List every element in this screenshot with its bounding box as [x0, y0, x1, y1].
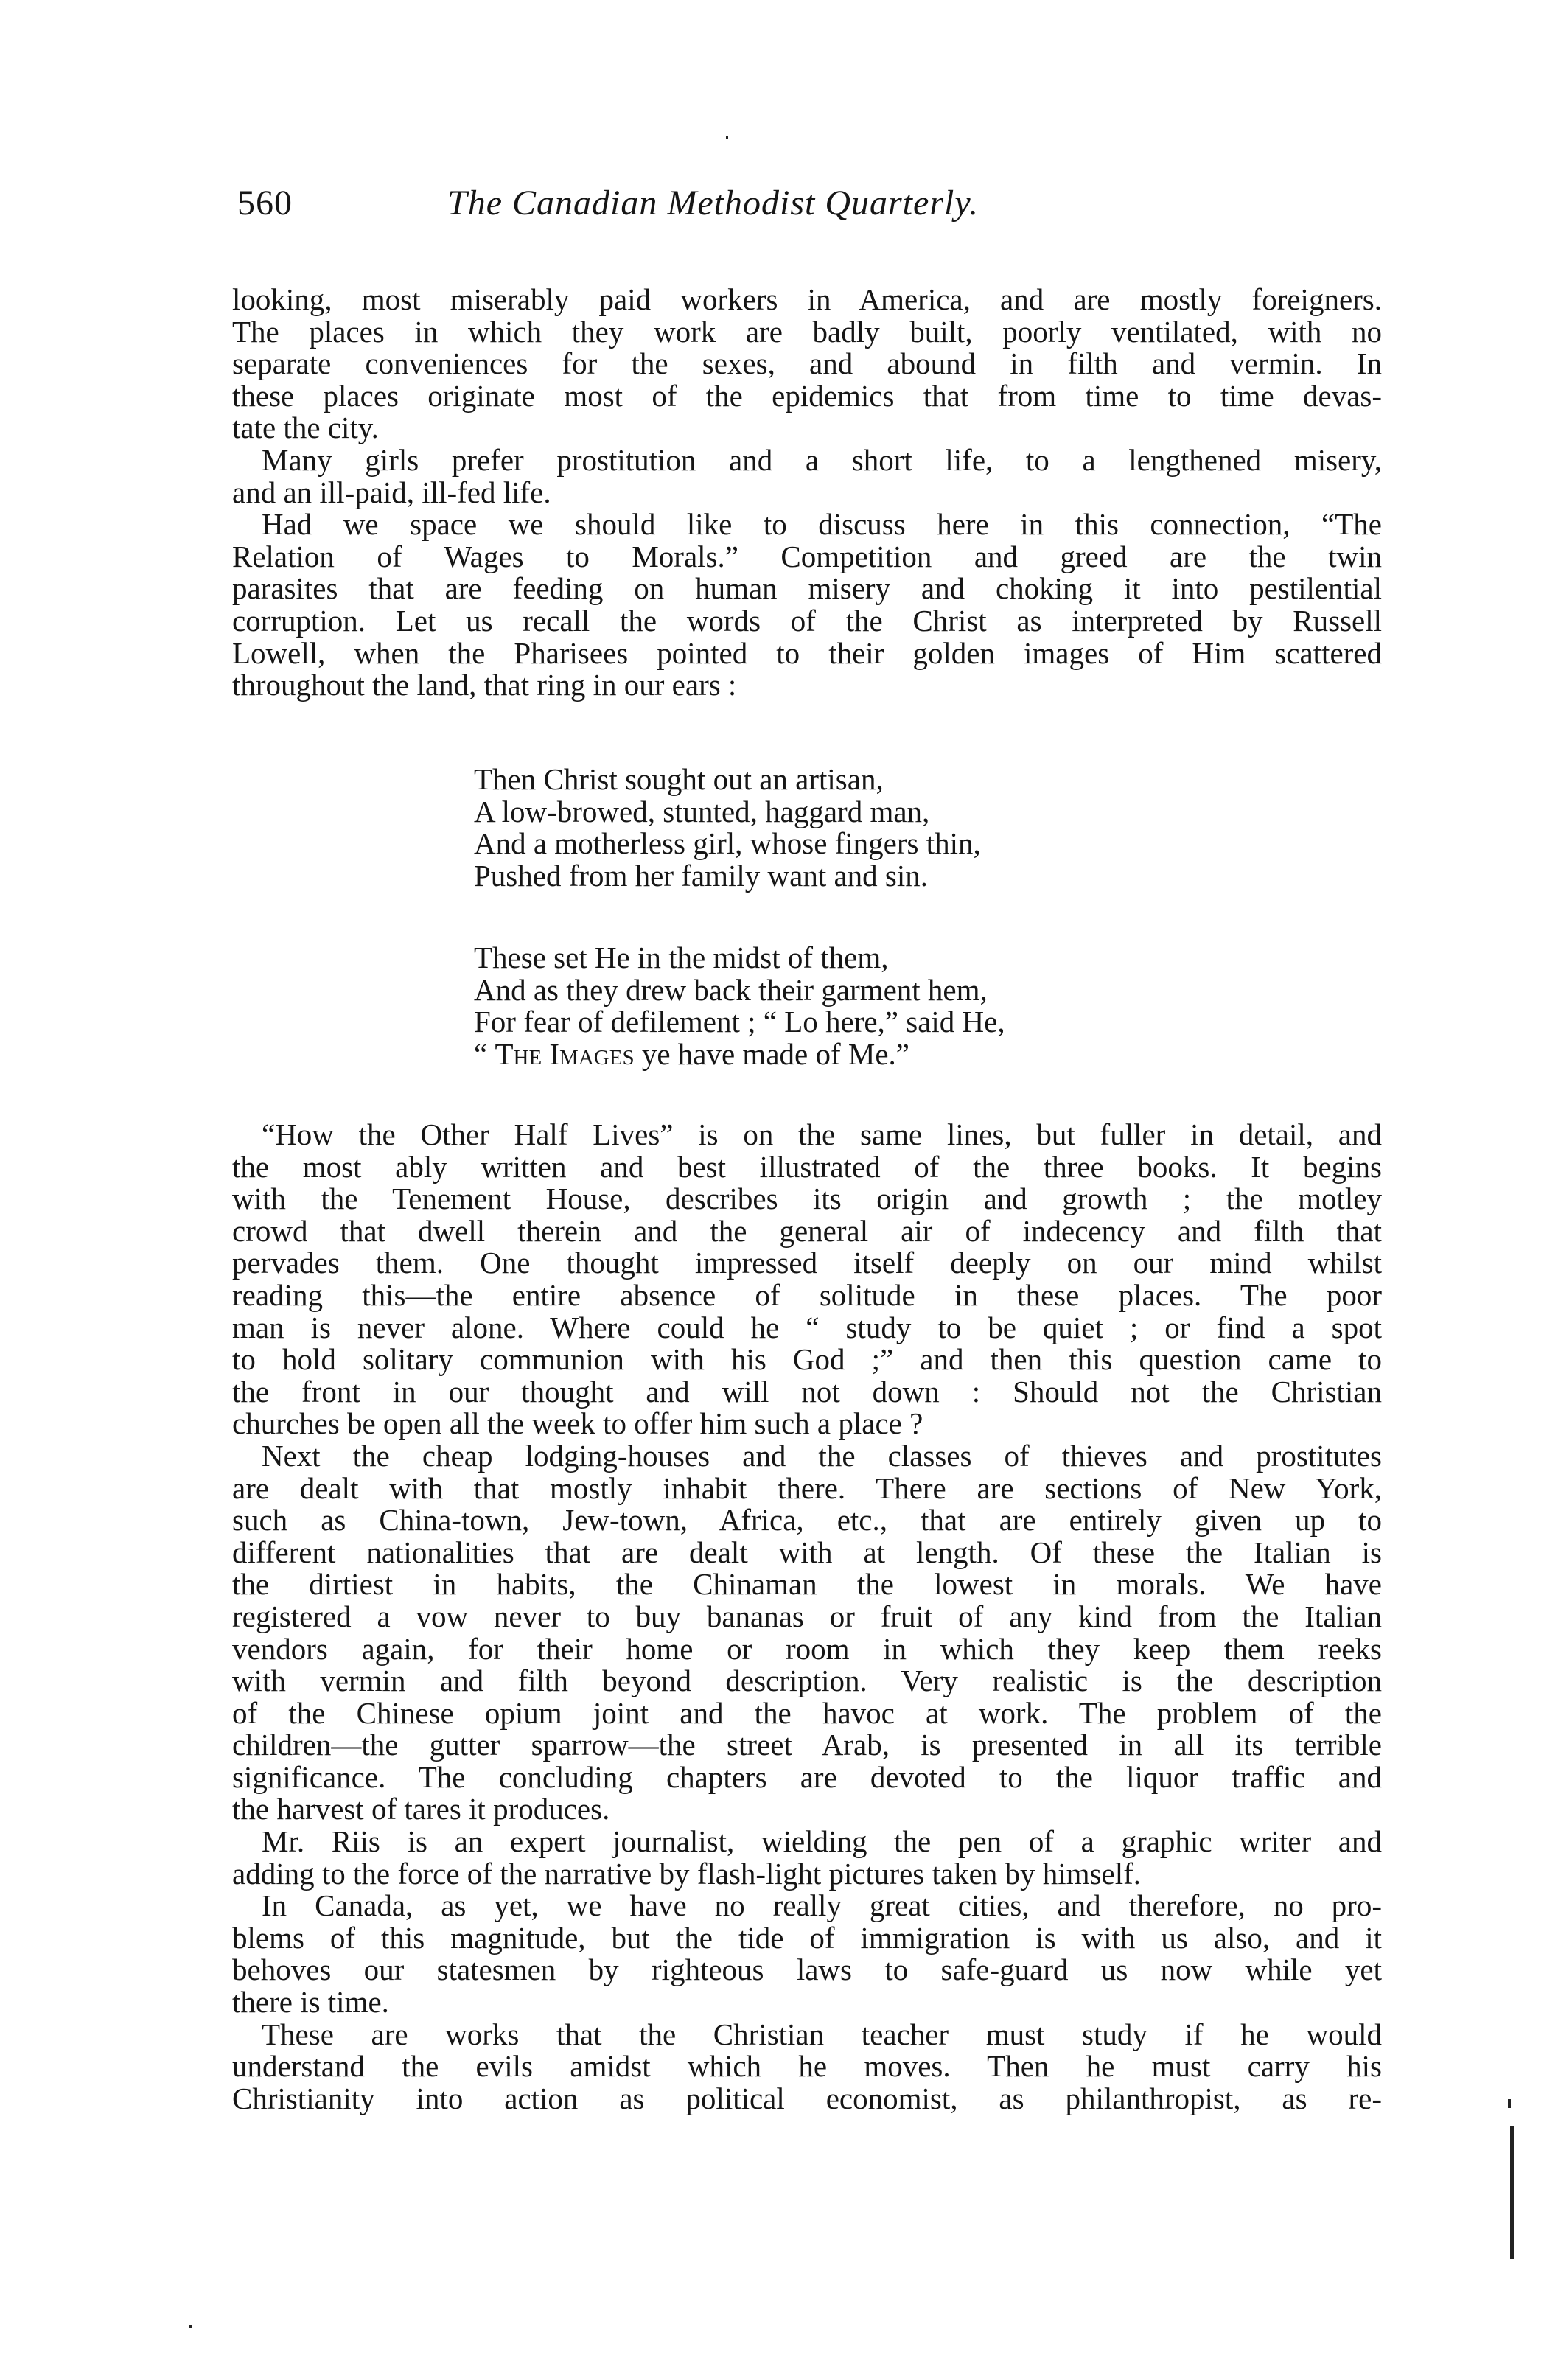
text-line: blems of this magnitude, but the tide of immigration is with us also, and it [232, 1920, 1382, 1955]
text-line: churches be open all the week to offer him such a place ? [232, 1406, 923, 1441]
poem-stanza-1 [474, 764, 1196, 892]
text-line: the dirtiest in habits, the Chinaman the lowest in morals. We have [232, 1567, 1382, 1602]
text-line: man is never alone. Where could he “ study to be quiet ; or find a spot [232, 1310, 1382, 1344]
poem-line: And a motherless girl, whose fingers thin, [474, 826, 981, 861]
paragraph [232, 1826, 1382, 1890]
poem-images-phrase: The Images [495, 1036, 635, 1071]
text-line: pervades them. One thought impressed itself deeply on our mind whilst [232, 1246, 1382, 1280]
text-line: understand the evils amidst which he moves. Then he must carry his [232, 2049, 1382, 2084]
paragraph [232, 1890, 1382, 2018]
text-line: the harvest of tares it produces. [232, 1792, 610, 1826]
text-line: are dealt with that mostly inhabit there. There are sections of New York, [232, 1470, 1382, 1505]
text-line: different nationalities that are dealt with at length. Of these the Italian is [232, 1535, 1382, 1569]
text-line: throughout the land, that ring in our ears : [232, 668, 737, 702]
text-line: there is time. [232, 1985, 389, 2020]
text-line: corruption. Let us recall the words of the Christ as interpreted by Russell [232, 603, 1382, 638]
paragraph [232, 1119, 1382, 1440]
text-line: adding to the force of the narrative by flash-light pictures taken by himself. [232, 1856, 1142, 1891]
text-line: parasites that are feeding on human misery and choking it into pestilential [232, 571, 1382, 606]
scan-speck [189, 2325, 192, 2328]
text-line: Christianity into action as political economist, as philanthropist, as re- [232, 2081, 1382, 2115]
text-line: significance. The concluding chapters are devoted to the liquor traffic and [232, 1759, 1382, 1794]
text-line: and an ill-paid, ill-fed life. [232, 475, 551, 509]
text-line: “How the Other Half Lives” is on the same lines, but fuller in detail, and [262, 1117, 1382, 1151]
text-block-top [232, 284, 1382, 702]
text-line: behoves our statesmen by righteous laws to safe-guard us now while yet [232, 1952, 1382, 1987]
text-line: of the Chinese opium joint and the havoc at work. The problem of the [232, 1695, 1382, 1730]
page-header [237, 183, 1218, 249]
text-line: The places in which they work are badly built, poorly ventilated, with no [232, 314, 1382, 349]
poem-line: A low-browed, stunted, haggard man, [474, 794, 930, 828]
text-line: these places originate most of the epidemics that from time to time devas- [232, 378, 1382, 413]
poem-line: Then Christ sought out an artisan, [474, 762, 884, 796]
paragraph [232, 2019, 1382, 2115]
scan-speck [726, 136, 728, 139]
text-line: Had we space we should like to discuss here in this connection, “The [262, 507, 1382, 542]
text-line: such as China-town, Jew-town, Africa, etc., that are entirely given up to [232, 1503, 1382, 1538]
scan-edge-mark [1508, 2099, 1511, 2108]
text-line: These are works that the Christian teacher must study if he would [262, 2017, 1382, 2051]
poem-line: And as they drew back their garment hem, [474, 972, 988, 1007]
text-line: with vermin and filth beyond description. Very realistic is the description [232, 1664, 1382, 1698]
text-line: tate the city. [232, 411, 379, 445]
text-line: Many girls prefer prostitution and a short life, to a lengthened misery, [262, 442, 1382, 477]
poem-stanza-2 [474, 942, 1196, 1070]
text-line: vendors again, for their home or room in which they keep them reeks [232, 1631, 1382, 1666]
text-line: the front in our thought and will not down : Should not the Christian [232, 1374, 1382, 1409]
poem-line: For fear of defilement ; “ Lo here,” said He, [474, 1005, 1005, 1039]
poem-line [474, 1036, 1196, 1071]
poem-line: These set He in the midst of them, [474, 941, 889, 974]
poem-open-quote: “ [474, 1036, 495, 1071]
running-title: The Canadian Methodist Quarterly. [447, 184, 979, 223]
text-line: crowd that dwell therein and the general air of indecency and filth that [232, 1213, 1382, 1248]
text-line: Mr. Riis is an expert journalist, wielding the pen of a graphic writer and [262, 1824, 1382, 1859]
paragraph [232, 444, 1382, 509]
page-number: 560 [237, 184, 293, 223]
text-line: Relation of Wages to Morals.” Competition and greed are the twin [232, 539, 1382, 573]
text-line: Lowell, when the Pharisees pointed to their golden images of Him scattered [232, 635, 1382, 670]
text-line: children—the gutter sparrow—the street Arab, is presented in all its terrible [232, 1728, 1382, 1762]
text-line: with the Tenement House, describes its origin and growth ; the motley [232, 1182, 1382, 1216]
paragraph [232, 284, 1382, 444]
text-line: In Canada, as yet, we have no really great cities, and therefore, no pro- [262, 1888, 1382, 1923]
text-line: Next the cheap lodging-houses and the classes of thieves and prostitutes [262, 1438, 1382, 1473]
text-line: separate conveniences for the sexes, and abound in filth and vermin. In [232, 346, 1382, 381]
text-line: looking, most miserably paid workers in America, and are mostly foreigners. [232, 282, 1382, 316]
text-line: to hold solitary communion with his God ;” and then this question came to [232, 1342, 1382, 1377]
text-block-bottom [232, 1119, 1382, 2115]
paragraph [232, 509, 1382, 702]
scan-edge-bar [1510, 2126, 1514, 2259]
text-line: reading this—the entire absence of solitude in these places. The poor [232, 1277, 1382, 1312]
text-line: registered a vow never to buy bananas or fruit of any kind from the Italian [232, 1599, 1382, 1633]
paragraph [232, 1440, 1382, 1826]
poem-line-rest: ye have made of Me.” [634, 1036, 909, 1071]
text-line: the most ably written and best illustrated of the three books. It begins [232, 1149, 1382, 1184]
poem-line: Pushed from her family want and sin. [474, 858, 929, 893]
